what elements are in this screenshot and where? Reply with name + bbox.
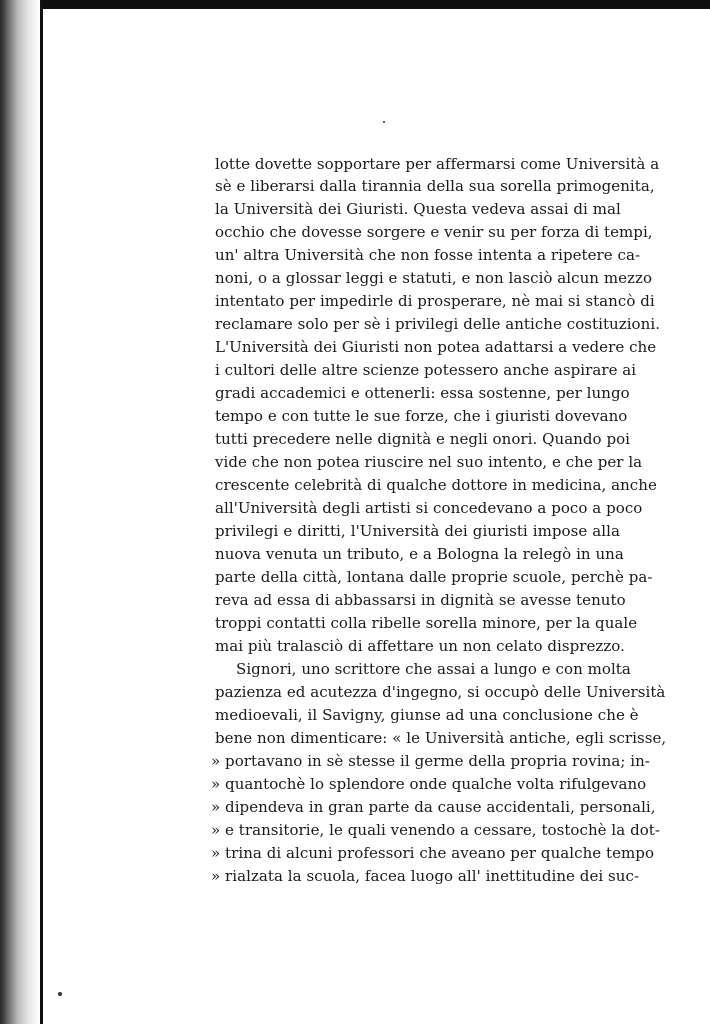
text-line: all'Università degli artisti si concedevano a poco a poco [215,499,643,517]
text-line: nuova venuta un tributo, e a Bologna la relegò in una [215,545,624,563]
text-line: noni, o a glossar leggi e statuti, e non lasciò alcun mezzo [215,269,653,287]
text-line: tutti precedere nelle dignità e negli onori. Quando poi [215,430,631,448]
text-line: pazienza ed acutezza d'ingegno, si occupò delle Università [215,683,666,701]
text-line: crescente celebrità di qualche dottore in medicina, anche [215,476,657,494]
binding-edge-line [40,0,43,1024]
text-line: L'Università dei Giuristi non potea adattarsi a vedere che [215,338,657,356]
text-line: bene non dimenticare: « le Università antiche, egli scrisse, [215,729,667,747]
quote-line: » rialzata la scuola, facea luogo all' inettitudine dei suc- [211,867,640,885]
quote-line: » trina di alcuni professori che aveano per qualche tempo [211,844,655,862]
ink-speck [383,121,385,123]
quote-line: » portavano in sè stesse il germe della propria rovina; in- [211,752,650,770]
quote-line: » e transitorie, le quali venendo a cessare, tostochè la dot- [211,821,661,839]
text-line: intentato per impedirle di prosperare, nè mai si stancò di [215,292,655,310]
page-top-edge [0,0,710,9]
text-line: occhio che dovesse sorgere e venir su per forza di tempi, [215,223,653,241]
ink-speck [58,992,62,996]
text-line: reva ad essa di abbassarsi in dignità se avesse tenuto [215,591,626,609]
text-line: gradi accademici e ottenerli: essa sostenne, per lungo [215,384,630,402]
paragraph-start-line: Signori, uno scrittore che assai a lungo e con molta [236,660,631,678]
text-line: un' altra Università che non fosse intenta a ripetere ca- [215,246,641,264]
text-line: sè e liberarsi dalla tirannia della sua sorella primogenita, [215,177,655,195]
quote-line: » dipendeva in gran parte da cause accidentali, personali, [211,798,656,816]
text-line: tempo e con tutte le sue forze, che i giuristi dovevano [215,407,628,425]
text-line: troppi contatti colla ribelle sorella minore, per la quale [215,614,638,632]
binding-gutter [0,0,40,1024]
text-line: privilegi e diritti, l'Università dei giuristi impose alla [215,522,620,540]
text-line: medioevali, il Savigny, giunse ad una conclusione che è [215,706,639,724]
text-line: reclamare solo per sè i privilegi delle antiche costituzioni. [215,315,661,333]
quote-line: » quantochè lo splendore onde qualche volta rifulgevano [211,775,647,793]
text-line: i cultori delle altre scienze potessero anche aspirare ai [215,361,637,379]
text-line: mai più tralasciò di affettare un non celato disprezzo. [215,637,625,655]
text-line: parte della città, lontana dalle proprie scuole, perchè pa- [215,568,653,586]
text-line: lotte dovette sopportare per affermarsi come Università a [215,155,660,173]
text-line: vide che non potea riuscire nel suo intento, e che per la [215,453,643,471]
text-line: la Università dei Giuristi. Questa vedeva assai di mal [215,200,621,218]
